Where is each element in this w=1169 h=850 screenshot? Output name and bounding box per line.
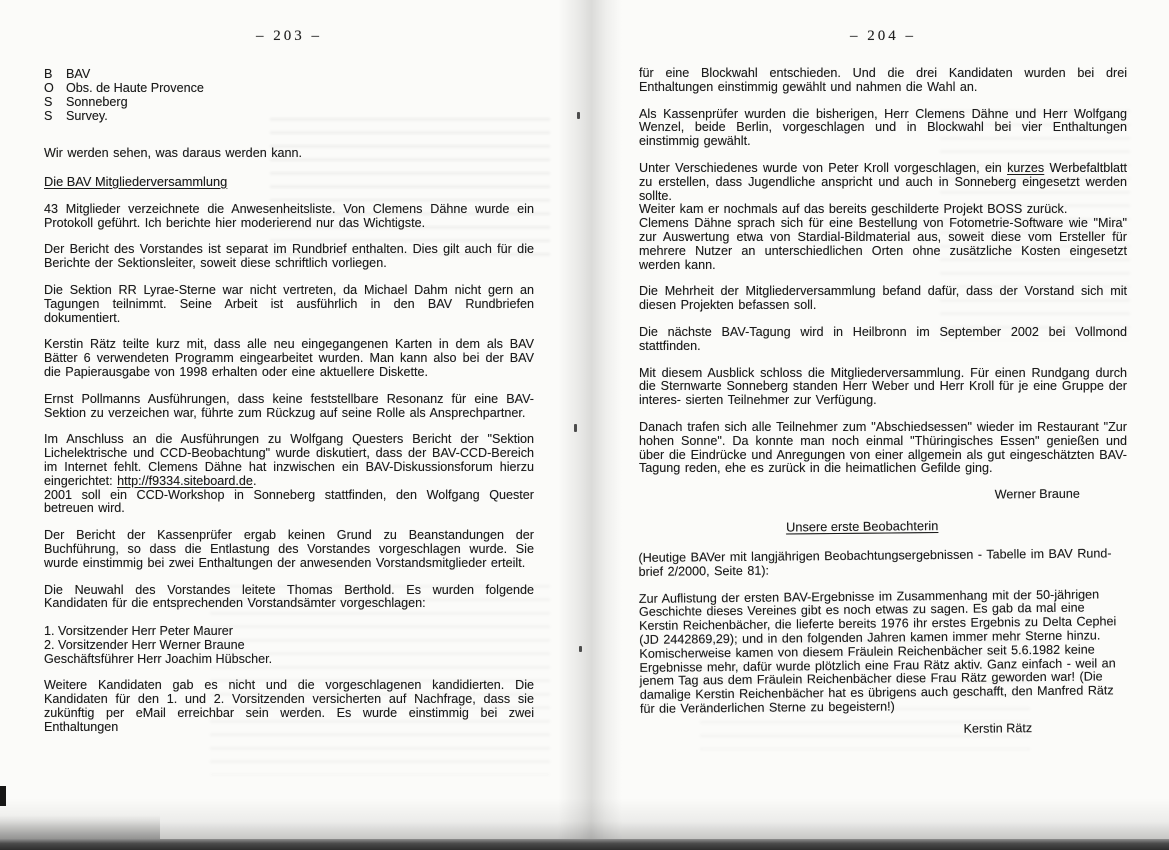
- para-ausblick: Mit diesem Ausblick schloss die Mitgliederversammlung. Für einen Rundgang durch die Sternwarte Sonneberg standen Herr Weber und Herr Kroll für je eine Gruppe der interes- sierten Teilnehmer zur Verfügung.: [639, 365, 1127, 408]
- scan-speck: [577, 112, 580, 119]
- legend-label: BAV: [66, 67, 91, 81]
- para-projekt-boss: Weiter kam er nochmals auf das bereits geschilderte Projekt BOSS zurück.: [639, 202, 1068, 217]
- para-naechste-tagung: Die nächste BAV-Tagung wird in Heilbronn im September 2002 bei Vollmond stattfinden.: [639, 324, 1127, 353]
- para-ernst-pollmann: Ernst Pollmanns Ausführungen, dass keine feststellbare Resonanz für eine BAV-Sektion zu verzeichen war, führte zum Rückzug auf seine Rolle als Ansprechpartner.: [44, 391, 534, 420]
- legend-row: [44, 109, 534, 123]
- para-verschiedenes: [639, 162, 1127, 203]
- candidate-item: 2. Vorsitzender Herr Werner Braune: [44, 638, 245, 653]
- para-ccd-diskussionsforum: [44, 433, 534, 488]
- para-blockwahl: für eine Blockwahl entschieden. Und die drei Kandidaten wurden bei drei Enthaltungen einstimmig gewählt und nahmen die Wahl an.: [639, 66, 1127, 94]
- abbreviation-legend: [44, 67, 534, 123]
- lower-text-block: [638, 486, 1128, 738]
- candidate-item: Geschäftsführer Herr Joachim Hübscher.: [44, 652, 273, 667]
- page-number: – 203 –: [256, 28, 322, 44]
- candidate-list: [44, 624, 534, 666]
- signature-werner-braune: Werner Braune: [994, 486, 1080, 502]
- section-heading-beobachterin: Unsere erste Beobachterin: [785, 518, 939, 535]
- para-erste-beobachterin-story: Zur Auflistung der ersten BAV-Ergebnisse im Zusammenhang mit der 50-jährigen Geschichte dieses Vereines gibt es noch etwas zu sagen. Es gab da mal eine Kerstin Reichenbächer, die lieferte bereits 1976 ihr erstes Ergebnis zu Delta Cephei (JD 2442869,29); und in den folgenden Jahren kamen immer mehr Sterne hinzu. Komischerweise kamen von diesem Fräulein Reichenbächer seit 5.6.1982 keine Ergebnisse mehr, dafür wurde plötzlich eine Frau Rätz aktiv. Ganz einfach - weil an jenem Tag aus dem Fräulein Reichenbächer diese Frau Rätz geworden war! (Die damalige Kerstin Reichenbächer hat es übrigens auch geschafft, den Manfred Rätz für die Veränderlichen Sterne zu begeistern!): [638, 587, 1117, 716]
- para-abschiedsessen: Danach trafen sich alle Teilnehmer zum "Abschiedsessen" wieder im Restaurant "Zur hohen Sonne". Da konnte man noch einmal "Thüringisches Essen" genießen und über die Eindrücke und Anregungen von einer allgemein als gut eingeschätzten BAV-Tagung reden, ehe es zurück in die heimatlichen Gefilde ging.: [639, 419, 1127, 476]
- printed-url: http://f9334.siteboard.de: [117, 473, 253, 488]
- page-203: [0, 0, 584, 850]
- para-kerstin-raetz: Kerstin Rätz teilte kurz mit, dass alle neu eingegangenen Karten in dem als BAV Bätter 6 verwendeten Programm eingearbeitet wurden. Man kann also bei der BAV die Papierausgabe von 1998 erhalten oder eine aktuellere Diskette.: [44, 337, 534, 379]
- section-heading-mitgliederversammlung: Die BAV Mitgliederversammlung: [44, 173, 228, 189]
- emphasized-word: kurzes: [1007, 160, 1045, 175]
- legend-row: [44, 67, 534, 81]
- legend-row: [44, 95, 534, 109]
- para-kassenpruefer-bericht: Der Bericht der Kassenprüfer ergab keinen Grund zu Beanstandungen der Buchführung, so dass die Entlastung des Vorstandes vorgeschlagen wurde. Sie wurde einstimmig bei zwei Enthaltungen der anwesenden Vorstandsmitglieder erteilt.: [44, 528, 534, 570]
- legend-key: S: [44, 109, 53, 123]
- para-vorstand-bericht: Der Bericht des Vorstandes ist separat im Rundbrief enthalten. Dies gilt auch für die Berichte der Sektionsleiter, soweit diese schriftlich vorliegen.: [44, 242, 534, 271]
- signature-kerstin-raetz: Kerstin Rätz: [963, 720, 1033, 736]
- page-204: [585, 0, 1169, 850]
- page-number: – 204 –: [850, 28, 916, 44]
- legend-key: S: [44, 95, 53, 109]
- legend-label: Sonneberg: [66, 95, 128, 109]
- para-neuwahl: Die Neuwahl des Vorstandes leitete Thomas Berthold. Es wurden folgende Kandidaten für die entsprechenden Vorstandsämter vorgeschlagen:: [44, 582, 534, 611]
- para-intro: Wir werden sehen, was daraus werden kann.: [44, 146, 303, 160]
- para-text: .: [252, 473, 257, 488]
- para-text: Unter Verschiedenes wurde von Peter Kroll vorgeschlagen, ein: [639, 160, 1008, 175]
- scan-speck: [579, 646, 582, 652]
- para-tabelle-hinweis: (Heutige BAVer mit langjährigen Beobachtungsergebnissen - Tabelle im BAV Rund- brief 2/2000, Seite 81):: [638, 546, 1112, 579]
- legend-key: O: [44, 81, 54, 95]
- para-kassenpruefer-wahl: Als Kassenprüfer wurden die bisherigen, Herr Clemens Dähne und Herr Wolfgang Wenzel, beide Berlin, vorgeschlagen und in Blockwahl bei vier Enthaltungen einstimmig gewählt.: [639, 106, 1127, 149]
- para-attendance: 43 Mitglieder verzeichnete die Anwesenheitsliste. Von Clemens Dähne wurde ein Protokoll geführt. Ich berichte hier moderierend nur das Wichtigste.: [44, 201, 534, 230]
- legend-label: Obs. de Haute Provence: [66, 81, 204, 95]
- candidate-item: 1. Vorsitzender Herr Peter Maurer: [44, 624, 233, 639]
- para-fotometrie-software: Clemens Dähne sprach sich für eine Bestellung von Fotometrie-Software wie "Mira" zur Auswertung etwa von Stardial-Bildmaterial aus, soweit diese vom Ersteller für mehrere Nutzer an unterschiedlichen Orten ohne zusätzliche Kosten eingesetzt werden kann.: [639, 216, 1127, 272]
- para-sektion-rr-lyrae: Die Sektion RR Lyrae-Sterne war nicht vertreten, da Michael Dahm nicht gern an Tagungen teilnimmt. Seine Arbeit ist ausführlich in den BAV Rundbriefen dokumentiert.: [44, 282, 534, 325]
- para-weitere-kandidaten: Weitere Kandidaten gab es nicht und die vorgeschlagenen kandidierten. Die Kandidaten für den 1. und 2. Vorsitzenden versicherten auf Nachfrage, dass sie zukünftig per eMail erreichbar sein werden. Es wurde einstimmig bei zwei Enthaltungen: [44, 678, 534, 734]
- legend-key: B: [44, 67, 53, 81]
- legend-label: Survey.: [66, 109, 108, 123]
- para-mehrheit: Die Mehrheit der Mitgliederversammlung befand dafür, dass der Vorstand sich mit diesen Projekten befassen soll.: [639, 284, 1127, 313]
- scan-speck: [574, 424, 577, 432]
- para-text: Werbefaltblatt zu erstellen, dass Jugendliche anspricht und auch in Sonneberg eingesetzt werden sollte.: [639, 160, 1127, 203]
- para-ccd-workshop: 2001 soll ein CCD-Workshop in Sonneberg stattfinden, den Wolfgang Quester betreuen wird.: [44, 487, 534, 516]
- legend-row: [44, 81, 534, 95]
- para-text: Im Anschluss an die Ausführungen zu Wolfgang Questers Bericht der "Sektion Lichelektrische und CCD-Beobachtung" wurde diskutiert, dass der BAV-CCD-Bereich im Internet fehlt. Clemens Dähne hat inzwischen ein BAV-Diskussionsforum hierzu eingerichtet:: [44, 432, 534, 488]
